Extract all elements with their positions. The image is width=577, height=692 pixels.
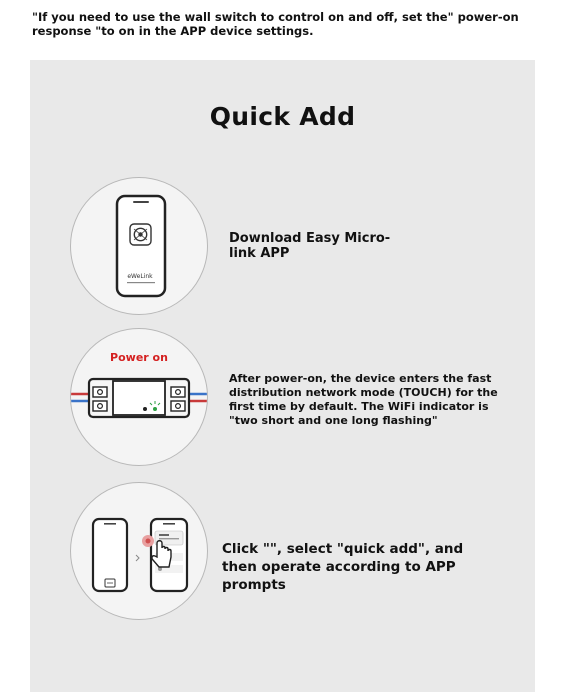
step-3-text: Click "", select "quick add", and then operate according to APP prompts <box>222 541 464 593</box>
step-2-illustration <box>70 328 208 466</box>
phone-app-illustration <box>71 178 207 314</box>
power-on-label: Power on <box>110 351 168 364</box>
phones-quick-add-illustration <box>71 483 207 619</box>
ewelink-app-icon <box>130 224 151 245</box>
page-title: Quick Add <box>209 102 356 131</box>
step-1-illustration <box>70 177 208 315</box>
settings-note: "If you need to use the wall switch to control on and off, set the" power-on response "to on in the APP device settings. <box>32 10 519 38</box>
phone-app-label: eWeLink <box>127 273 153 280</box>
step-1-text: Download Easy Micro-link APP <box>229 231 391 261</box>
step-2-text: After power-on, the device enters the fast distribution network mode (TOUCH) for the first time by default. The WiFi indicator is "two short and one long flashing" <box>229 372 498 427</box>
smart-switch-module <box>71 329 207 465</box>
quick-add-panel <box>30 60 535 692</box>
step-3-illustration <box>70 482 208 620</box>
